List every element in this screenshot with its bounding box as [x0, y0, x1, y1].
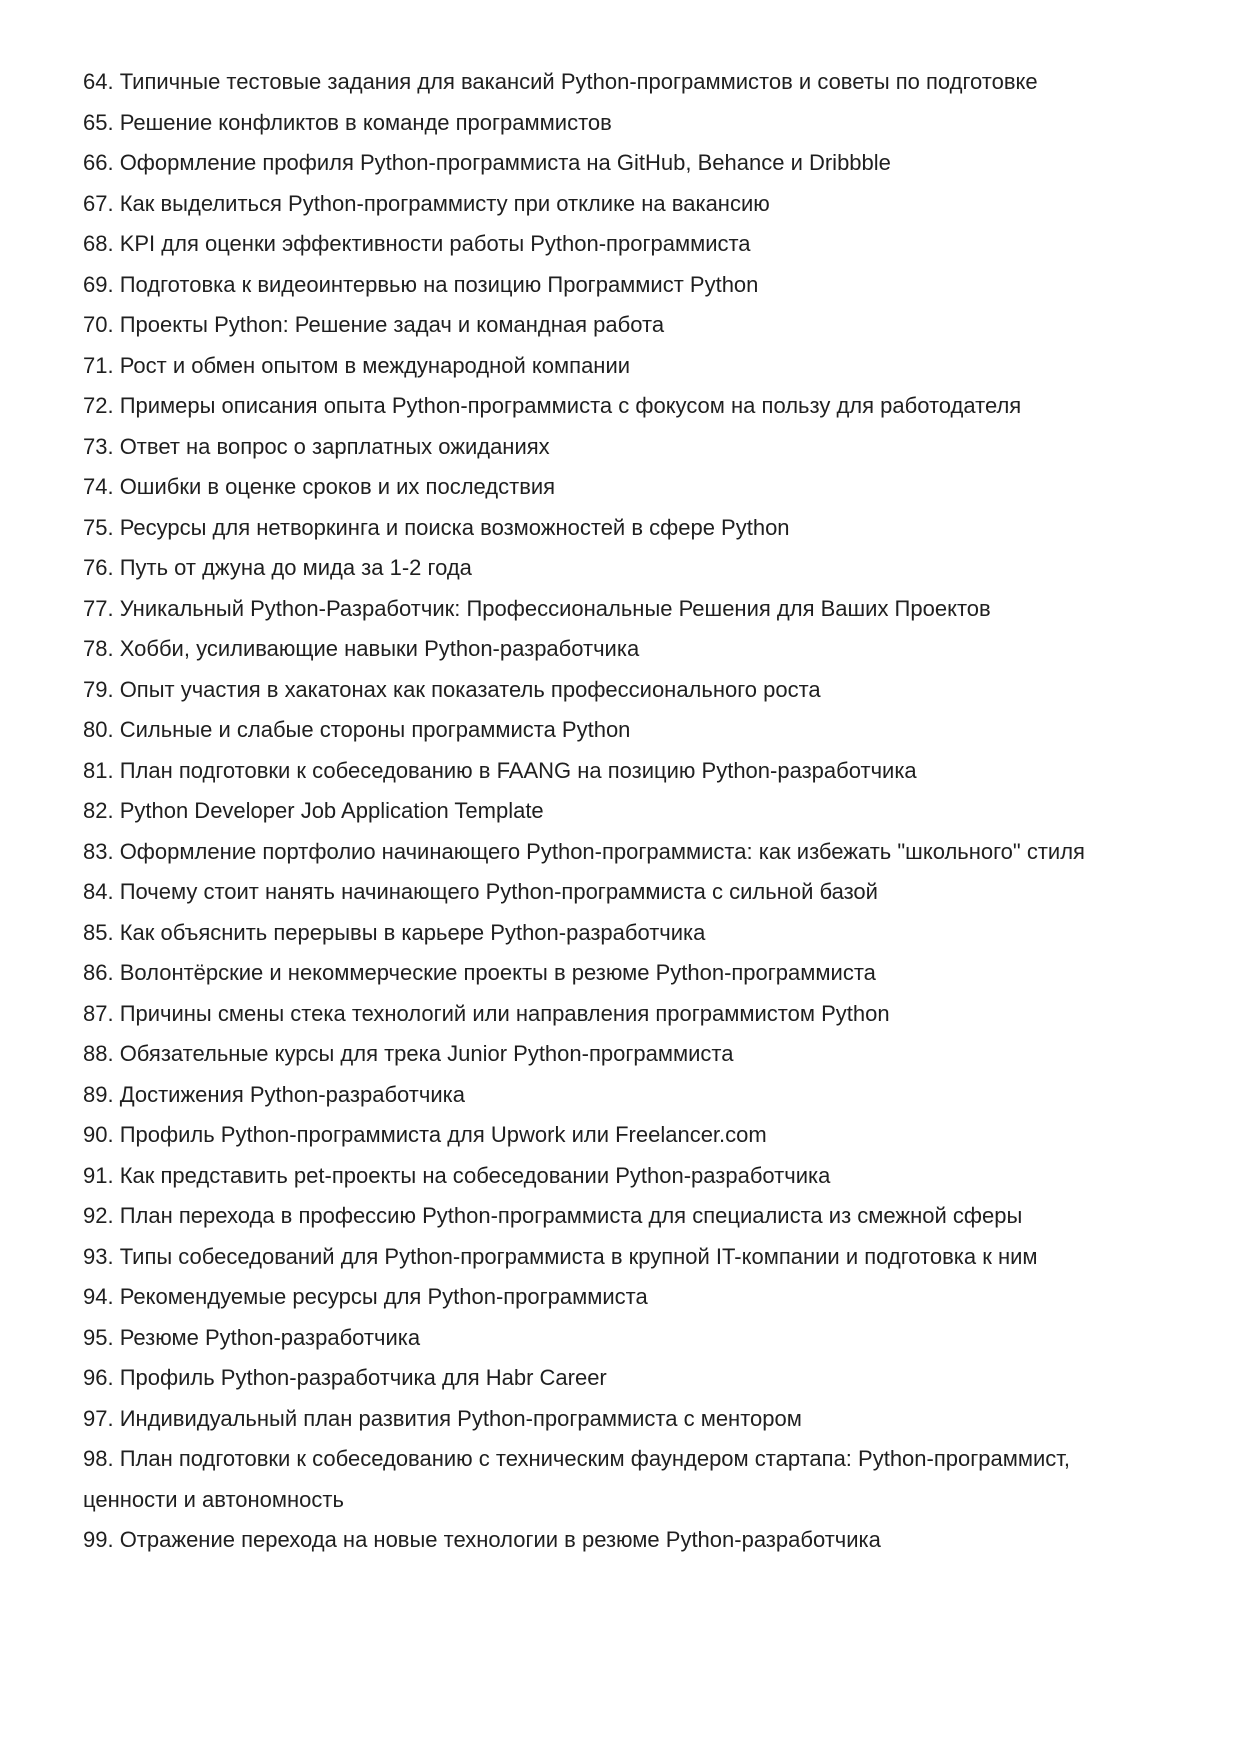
- list-item: 72. Примеры описания опыта Python-программиста с фокусом на пользу для работодателя: [83, 393, 1022, 418]
- list-item: 73. Ответ на вопрос о зарплатных ожиданиях: [83, 433, 550, 459]
- list-item: 65. Решение конфликтов в команде программистов: [83, 109, 612, 135]
- list-item: 70. Проекты Python: Решение задач и командная работа: [83, 312, 665, 337]
- list-item: 99. Отражение перехода на новые технологии в резюме Python-разработчика: [83, 1527, 881, 1552]
- list-item: 90. Профиль Python-программиста для Upwork или Freelancer.com: [83, 1122, 767, 1147]
- list-item: 85. Как объяснить перерывы в карьере Python-разработчика: [83, 919, 706, 945]
- list-item: 87. Причины смены стека технологий или направления программистом Python: [83, 1000, 890, 1026]
- list-item: 89. Достижения Python-разработчика: [83, 1081, 465, 1107]
- list-item: 79. Опыт участия в хакатонах как показатель профессионального роста: [83, 676, 821, 702]
- list-item: 80. Сильные и слабые стороны программиста Python: [83, 717, 631, 742]
- list-item: 68. KPI для оценки эффективности работы Python-программиста: [83, 231, 751, 256]
- list-item: 93. Типы собеседований для Python-программиста в крупной IT-компании и подготовка к ним: [83, 1243, 1038, 1269]
- list-item: 94. Рекомендуемые ресурсы для Python-программиста: [83, 1284, 648, 1309]
- list-item: 77. Уникальный Python-Разработчик: Профессиональные Решения для Ваших Проектов: [83, 595, 991, 621]
- list-item: 84. Почему стоит нанять начинающего Python-программиста с сильной базой: [83, 879, 878, 904]
- list-item: 67. Как выделиться Python-программисту при отклике на вакансию: [83, 190, 770, 216]
- list-item: 82. Python Developer Job Application Template: [83, 798, 544, 823]
- list-item: 69. Подготовка к видеоинтервью на позицию Программист Python: [83, 271, 759, 297]
- list-item: 92. План перехода в профессию Python-программиста для специалиста из смежной сферы: [83, 1203, 1023, 1228]
- list-item: 75. Ресурсы для нетворкинга и поиска возможностей в сфере Python: [83, 514, 790, 540]
- list-item: 88. Обязательные курсы для трека Junior Python-программиста: [83, 1041, 734, 1066]
- list-item: 78. Хобби, усиливающие навыки Python-разработчика: [83, 636, 640, 661]
- list-item: 96. Профиль Python-разработчика для Habr Career: [83, 1365, 607, 1390]
- list-item: 83. Оформление портфолио начинающего Python-программиста: как избежать "школьного" стиля: [83, 838, 1085, 864]
- list-item: 91. Как представить pet-проекты на собеседовании Python-разработчика: [83, 1162, 831, 1188]
- list-item: 76. Путь от джуна до мида за 1-2 года: [83, 555, 472, 580]
- list-item: 98. План подготовки к собеседованию с техническим фаундером стартапа: Python-программист, ценности и автономность: [83, 1446, 1071, 1512]
- list-item: 86. Волонтёрские и некоммерческие проекты в резюме Python-программиста: [83, 960, 876, 985]
- list-item: 81. План подготовки к собеседованию в FAANG на позицию Python-разработчика: [83, 757, 917, 783]
- list-item: 64. Типичные тестовые задания для вакансий Python-программистов и советы по подготовке: [83, 69, 1038, 94]
- list-item: 97. Индивидуальный план развития Python-программиста с ментором: [83, 1405, 802, 1431]
- topic-list: [83, 62, 1168, 1561]
- list-item: 66. Оформление профиля Python-программиста на GitHub, Behance и Dribbble: [83, 150, 891, 175]
- list-item: 74. Ошибки в оценке сроков и их последствия: [83, 474, 556, 499]
- list-item: 71. Рост и обмен опытом в международной компании: [83, 352, 631, 378]
- list-item: 95. Резюме Python-разработчика: [83, 1324, 421, 1350]
